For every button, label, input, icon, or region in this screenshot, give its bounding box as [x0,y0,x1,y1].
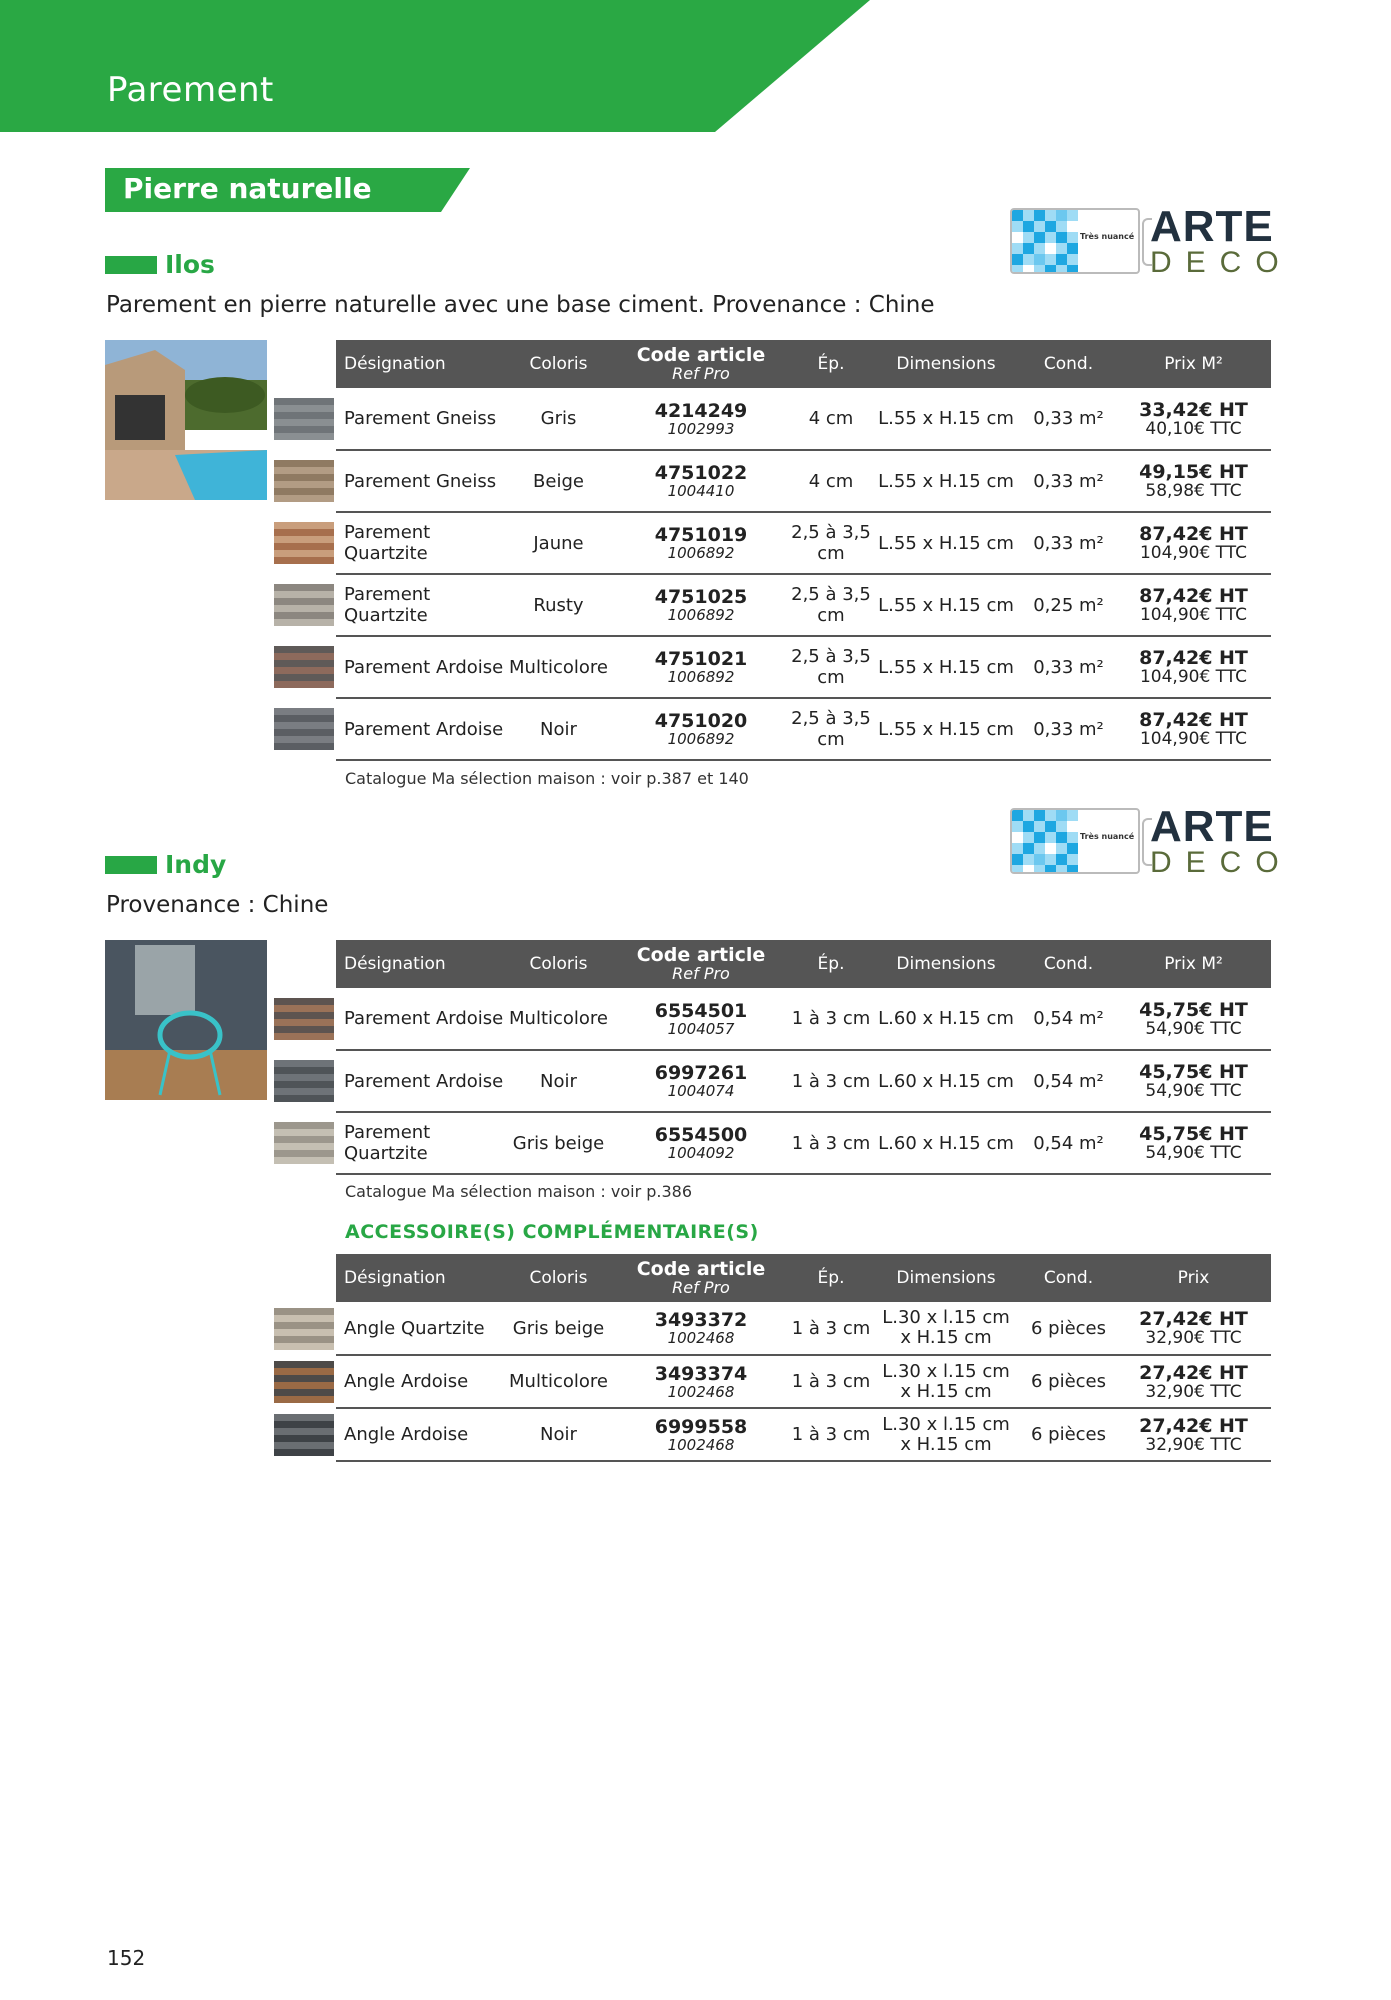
logo-note: Très nuancé [1080,832,1135,841]
col-code: Code article Ref Pro [611,340,791,388]
cell-dimensions: L.60 x H.15 cm [871,1050,1021,1112]
cell-coloris: Rusty [506,574,611,636]
cell-coloris: Jaune [506,512,611,574]
cell-prix: 87,42€ HT 104,90€ TTC [1116,636,1271,698]
cell-cond: 0,33 m² [1021,698,1116,760]
cell-cond: 0,54 m² [1021,1112,1116,1174]
cell-prix: 87,42€ HT 104,90€ TTC [1116,698,1271,760]
page-title: Parement [107,70,274,110]
stone-swatch-image [274,998,334,1040]
stone-swatch-image [274,708,334,750]
ilos-table [336,340,1271,761]
section-title: Pierre naturelle [123,172,372,205]
cell-cond: 0,54 m² [1021,1050,1116,1112]
logo-deco: DECO [1150,246,1293,279]
ilos-description: Parement en pierre naturelle avec une base ciment. Provenance : Chine [106,292,935,318]
logo-arte: ARTE [1150,802,1274,851]
col-coloris: Coloris [506,940,611,988]
stone-swatch-image [274,398,334,440]
cell-dimensions: L.55 x H.15 cm [871,512,1021,574]
cell-code: 6554501 1004057 [611,988,791,1050]
cell-cond: 6 pièces [1021,1302,1116,1355]
cell-ep: 1 à 3 cm [791,1408,871,1461]
cell-coloris: Noir [506,698,611,760]
cell-cond: 0,54 m² [1021,988,1116,1050]
header-band [0,0,870,132]
cell-dimensions: L.30 x l.15 cm x H.15 cm [871,1302,1021,1355]
stone-swatch-image [274,522,334,564]
col-coloris: Coloris [506,340,611,388]
cell-prix: 27,42€ HT 32,90€ TTC [1116,1355,1271,1408]
table-header [336,940,1271,988]
table-row [336,388,1271,450]
cell-prix: 87,42€ HT 104,90€ TTC [1116,574,1271,636]
cell-code: 4751021 1006892 [611,636,791,698]
indy-photo [105,940,267,1100]
col-code: Code article Ref Pro [611,1254,791,1302]
col-dimensions: Dimensions [871,1254,1021,1302]
stone-swatch-image [274,1122,334,1164]
cell-prix: 33,42€ HT 40,10€ TTC [1116,388,1271,450]
cell-code: 6554500 1004092 [611,1112,791,1174]
cell-coloris: Multicolore [506,988,611,1050]
table-row [336,450,1271,512]
cell-dimensions: L.55 x H.15 cm [871,388,1021,450]
cell-coloris: Beige [506,450,611,512]
cell-cond: 0,33 m² [1021,512,1116,574]
table-row [336,574,1271,636]
cell-designation: Parement Quartzite [336,1112,506,1174]
indy-table [336,940,1271,1175]
col-prix: Prix [1116,1254,1271,1302]
table-row [336,636,1271,698]
cell-prix: 49,15€ HT 58,98€ TTC [1116,450,1271,512]
cell-designation: Parement Quartzite [336,512,506,574]
stone-swatch-image [274,1308,334,1350]
stone-swatch-image [274,1414,334,1456]
cell-designation: Angle Quartzite [336,1302,506,1355]
cell-ep: 1 à 3 cm [791,1050,871,1112]
col-designation: Désignation [336,940,506,988]
logo-deco: DECO [1150,846,1293,879]
ilos-heading: Ilos [105,250,215,279]
cell-prix: 45,75€ HT 54,90€ TTC [1116,988,1271,1050]
cell-ep: 1 à 3 cm [791,1302,871,1355]
indy-description: Provenance : Chine [106,892,329,918]
logo-note: Très nuancé [1080,232,1135,241]
cell-dimensions: L.30 x l.15 cm x H.15 cm [871,1355,1021,1408]
table-row [336,988,1271,1050]
cell-ep: 2,5 à 3,5 cm [791,636,871,698]
cell-ep: 1 à 3 cm [791,988,871,1050]
table-row [336,1050,1271,1112]
logo-arte: ARTE [1150,202,1274,251]
cell-designation: Angle Ardoise [336,1355,506,1408]
col-dimensions: Dimensions [871,940,1021,988]
cell-designation: Parement Ardoise [336,698,506,760]
cell-dimensions: L.55 x H.15 cm [871,698,1021,760]
cell-ep: 4 cm [791,450,871,512]
indy-note: Catalogue Ma sélection maison : voir p.386 [345,1182,693,1201]
page-number: 152 [107,1946,146,1970]
cell-designation: Angle Ardoise [336,1408,506,1461]
cell-code: 4751020 1006892 [611,698,791,760]
cell-cond: 0,33 m² [1021,636,1116,698]
cell-prix: 27,42€ HT 32,90€ TTC [1116,1408,1271,1461]
stone-swatch-image [274,584,334,626]
cell-dimensions: L.60 x H.15 cm [871,988,1021,1050]
cell-dimensions: L.60 x H.15 cm [871,1112,1021,1174]
table-row [336,698,1271,760]
cell-designation: Parement Quartzite [336,574,506,636]
cell-ep: 2,5 à 3,5 cm [791,574,871,636]
cell-designation: Parement Ardoise [336,636,506,698]
col-cond: Cond. [1021,1254,1116,1302]
table-row [336,1408,1271,1461]
cell-designation: Parement Gneiss [336,450,506,512]
cell-ep: 1 à 3 cm [791,1355,871,1408]
ilos-photo [105,340,267,500]
cell-ep: 4 cm [791,388,871,450]
stone-swatch-image [274,1060,334,1102]
cell-coloris: Multicolore [506,1355,611,1408]
cell-cond: 0,33 m² [1021,388,1116,450]
cell-designation: Parement Ardoise [336,1050,506,1112]
cell-code: 6999558 1002468 [611,1408,791,1461]
cell-coloris: Multicolore [506,636,611,698]
cell-code: 3493372 1002468 [611,1302,791,1355]
cell-code: 4751025 1006892 [611,574,791,636]
table-row [336,1112,1271,1174]
col-ep: Ép. [791,340,871,388]
cell-prix: 27,42€ HT 32,90€ TTC [1116,1302,1271,1355]
cell-cond: 6 pièces [1021,1408,1116,1461]
cell-code: 6997261 1004074 [611,1050,791,1112]
cell-code: 4751022 1004410 [611,450,791,512]
col-cond: Cond. [1021,940,1116,988]
cell-coloris: Gris beige [506,1112,611,1174]
cell-code: 3493374 1002468 [611,1355,791,1408]
cell-coloris: Noir [506,1050,611,1112]
col-prix: Prix M² [1116,940,1271,988]
arte-deco-logo [1010,202,1293,279]
col-prix: Prix M² [1116,340,1271,388]
stone-swatch-image [274,1361,334,1403]
cell-cond: 6 pièces [1021,1355,1116,1408]
color-swatch-icon [1010,808,1140,874]
cell-dimensions: L.30 x l.15 cm x H.15 cm [871,1408,1021,1461]
cell-cond: 0,33 m² [1021,450,1116,512]
stone-swatch-image [274,460,334,502]
arte-deco-logo [1010,802,1293,879]
cell-prix: 87,42€ HT 104,90€ TTC [1116,512,1271,574]
col-ep: Ép. [791,1254,871,1302]
col-cond: Cond. [1021,340,1116,388]
cell-prix: 45,75€ HT 54,90€ TTC [1116,1112,1271,1174]
table-row [336,512,1271,574]
col-designation: Désignation [336,1254,506,1302]
cell-prix: 45,75€ HT 54,90€ TTC [1116,1050,1271,1112]
cell-designation: Parement Ardoise [336,988,506,1050]
col-ep: Ép. [791,940,871,988]
cell-ep: 2,5 à 3,5 cm [791,512,871,574]
cell-designation: Parement Gneiss [336,388,506,450]
col-code: Code article Ref Pro [611,940,791,988]
color-swatch-icon [1010,208,1140,274]
table-header [336,1254,1271,1302]
cell-ep: 1 à 3 cm [791,1112,871,1174]
stone-swatch-image [274,646,334,688]
indy-heading: Indy [105,850,226,879]
cell-code: 4214249 1002993 [611,388,791,450]
cell-coloris: Noir [506,1408,611,1461]
col-dimensions: Dimensions [871,340,1021,388]
col-coloris: Coloris [506,1254,611,1302]
ilos-note: Catalogue Ma sélection maison : voir p.387 et 140 [345,769,749,788]
cell-code: 4751019 1006892 [611,512,791,574]
table-header [336,340,1271,388]
cell-ep: 2,5 à 3,5 cm [791,698,871,760]
col-designation: Désignation [336,340,506,388]
cell-cond: 0,25 m² [1021,574,1116,636]
cell-coloris: Gris [506,388,611,450]
accessories-table [336,1254,1271,1462]
cell-coloris: Gris beige [506,1302,611,1355]
accessories-title: ACCESSOIRE(S) COMPLÉMENTAIRE(S) [345,1221,759,1243]
table-row [336,1302,1271,1355]
cell-dimensions: L.55 x H.15 cm [871,450,1021,512]
cell-dimensions: L.55 x H.15 cm [871,574,1021,636]
table-row [336,1355,1271,1408]
cell-dimensions: L.55 x H.15 cm [871,636,1021,698]
